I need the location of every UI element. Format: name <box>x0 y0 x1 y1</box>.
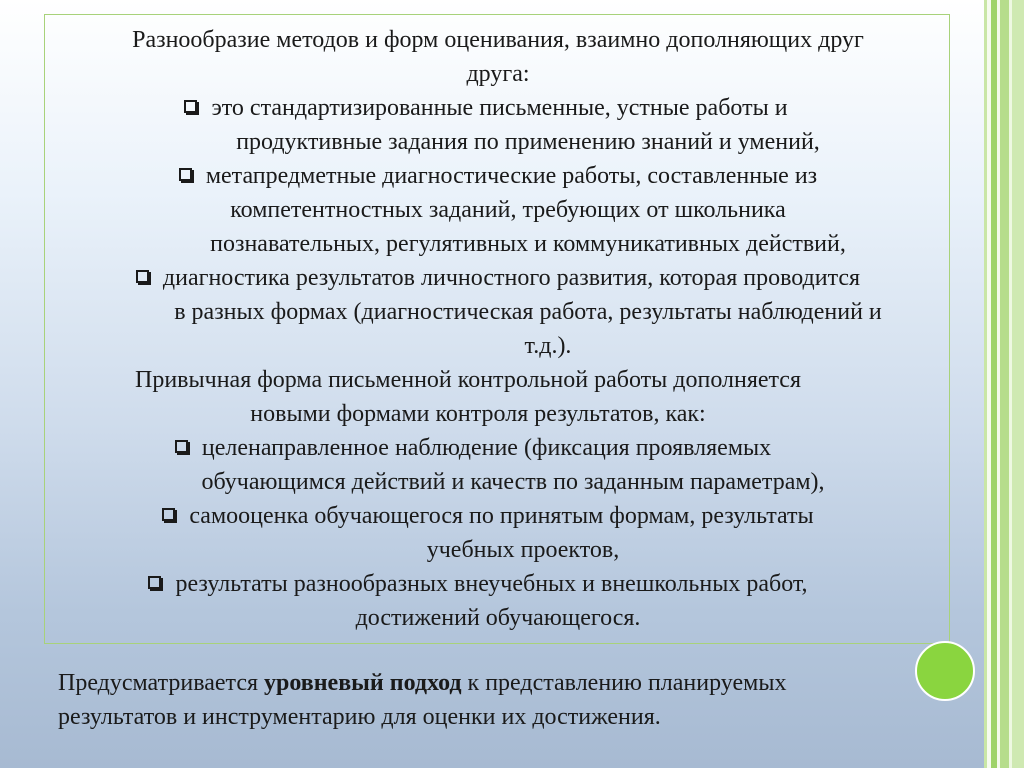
middle-line-2: новыми формами контроля результатов, как: <box>250 401 706 427</box>
list-item-continuation: т.д.). <box>524 333 572 359</box>
list-item-continuation: компетентностных заданий, требующих от школьника <box>230 197 786 223</box>
middle-line-1: Привычная форма письменной контрольной работы дополняется <box>135 367 801 393</box>
content-frame <box>44 14 950 644</box>
footer-text-line-2: результатов и инструментарию для оценки их достижения. <box>58 704 661 730</box>
list-item-self-assessment <box>45 499 951 533</box>
slide-body <box>45 23 951 643</box>
list-item-text: самооценка обучающегося по принятым формам, результаты <box>189 503 814 529</box>
checkbox-bullet-icon <box>179 168 192 181</box>
list-item-continuation: продуктивные задания по применению знаний и умений, <box>236 129 820 155</box>
intro-line-1: Разнообразие методов и форм оценивания, взаимно дополняющих друг <box>132 27 864 53</box>
footer-text-end: к представлению планируемых <box>461 670 787 696</box>
list-item-personal-development <box>45 261 951 295</box>
list-item-text: целенаправленное наблюдение (фиксация проявляемых <box>201 435 772 461</box>
list-item-continuation: учебных проектов, <box>426 537 620 563</box>
list-item-metasubject <box>45 159 951 193</box>
list-item-continuation: достижений обучающегося. <box>355 605 641 631</box>
checkbox-bullet-icon <box>175 440 188 453</box>
list-item-observation <box>45 431 951 465</box>
list-item-continuation: познавательных, регулятивных и коммуникативных действий, <box>210 231 846 257</box>
list-item-text: метапредметные диагностические работы, составленные из <box>205 163 818 189</box>
decorative-stripes <box>984 0 1024 768</box>
green-circle-icon <box>915 641 975 701</box>
list-item-continuation: обучающимся действий и качеств по заданным параметрам), <box>201 469 825 495</box>
checkbox-bullet-icon <box>184 100 197 113</box>
list-item-standardized <box>45 91 951 125</box>
list-item-text: диагностика результатов личностного развития, которая проводится <box>162 265 861 291</box>
list-item-text: результаты разнообразных внеучебных и внешкольных работ, <box>175 571 808 597</box>
list-item-continuation: в разных формах (диагностическая работа, результаты наблюдений и <box>174 299 882 325</box>
footer-text-start: Предусматривается <box>58 670 265 696</box>
checkbox-bullet-icon <box>148 576 161 589</box>
intro-line-2: друга: <box>466 61 530 87</box>
checkbox-bullet-icon <box>162 508 175 521</box>
footer-bold-phrase: уровневый подход <box>264 670 462 696</box>
footer-paragraph <box>58 666 938 734</box>
checkbox-bullet-icon <box>136 270 149 283</box>
list-item-text: это стандартизированные письменные, устные работы и <box>211 95 788 121</box>
list-item-extracurricular <box>45 567 951 601</box>
